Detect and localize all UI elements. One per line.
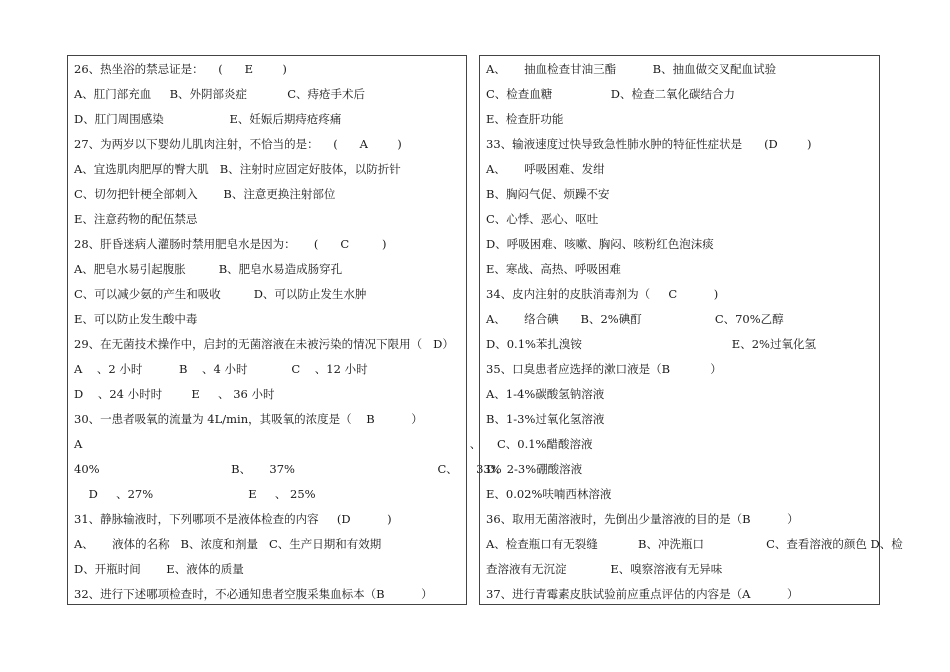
left-column-line: 31、静脉输液时，下列哪项不是液体检查的内容 (D ) xyxy=(74,512,392,526)
left-column-line: 40% B、 37% C、 33% xyxy=(74,462,502,476)
right-column-line: 35、口臭患者应选择的漱口液是（B ） xyxy=(486,362,722,376)
right-column-line: E、检查肝功能 xyxy=(486,112,564,126)
right-column-line: C、0.1%醋酸溶液 xyxy=(486,437,593,451)
right-column-line: A、 络合碘 B、2%碘酊 C、70%乙醇 xyxy=(486,312,784,326)
left-column-line: A 、 xyxy=(74,437,482,451)
right-column-line: A、 抽血检查甘油三酯 B、抽血做交叉配血试验 xyxy=(486,62,777,76)
left-column-line: D、肛门周围感染 E、妊娠后期痔疮疼痛 xyxy=(74,112,342,126)
right-column-line: 34、皮内注射的皮肤消毒剂为（ C ) xyxy=(486,287,719,301)
left-column-line: C、切勿把针梗全部刺入 B、注意更换注射部位 xyxy=(74,187,336,201)
left-column-line: A、宜选肌肉肥厚的臀大肌 B、注射时应固定好肢体，以防折针 xyxy=(74,162,401,176)
left-column-line: A、 液体的名称 B、浓度和剂量 C、生产日期和有效期 xyxy=(74,537,382,551)
left-column-line: A 、2 小时 B 、4 小时 C 、12 小时 xyxy=(74,362,368,376)
left-column-line: D、开瓶时间 E、液体的质量 xyxy=(74,562,244,576)
right-column-line: A、1-4%碳酸氢钠溶液 xyxy=(486,387,605,401)
left-column-line: E、可以防止发生酸中毒 xyxy=(74,312,198,326)
right-column-line: 33、输液速度过快导致急性肺水肿的特征性症状是 (D ) xyxy=(486,137,812,151)
left-column-line: 27、为两岁以下婴幼儿肌肉注射，不恰当的是： ( A ) xyxy=(74,137,402,151)
right-column-line: A、检查瓶口有无裂缝 B、冲洗瓶口 C、查看溶液的颜色 D、检 xyxy=(486,537,903,551)
right-column-line: C、心悸、恶心、呕吐 xyxy=(486,212,599,226)
left-column-line: 29、在无菌技术操作中，启封的无菌溶液在未被污染的情况下限用（ D） xyxy=(74,337,454,351)
right-column-line: D、2-3%硼酸溶液 xyxy=(486,462,583,476)
left-column-line: D 、27% E 、 25% xyxy=(74,487,316,501)
right-column-line: D、0.1%苯扎溴铵 E、2%过氧化氢 xyxy=(486,337,816,351)
left-column-line: D 、24 小时时 E 、 36 小时 xyxy=(74,387,275,401)
right-column-line: A、 呼吸困难、发绀 xyxy=(486,162,605,176)
left-column-line: C、可以减少氨的产生和吸收 D、可以防止发生水肿 xyxy=(74,287,367,301)
right-column-line: D、呼吸困难、咳嗽、胸闷、咳粉红色泡沫痰 xyxy=(486,237,714,251)
left-column-line: A、肛门部充血 B、外阴部炎症 C、痔疮手术后 xyxy=(74,87,366,101)
left-column-line: 30、一患者吸氧的流量为 4L/min，其吸氧的浓度是（ B ） xyxy=(74,412,423,426)
left-column-line: 28、肝昏迷病人灌肠时禁用肥皂水是因为： ( C ) xyxy=(74,237,387,251)
right-column-line: 37、进行青霉素皮肤试验前应重点评估的内容是（A ） xyxy=(486,587,799,601)
right-column xyxy=(479,55,903,605)
left-column-line: A、肥皂水易引起腹胀 B、肥皂水易造成肠穿孔 xyxy=(74,262,343,276)
right-column-line: E、寒战、高热、呼吸困难 xyxy=(486,262,621,276)
right-column-line: C、检查血糖 D、检查二氧化碳结合力 xyxy=(486,87,736,101)
left-column-line: 26、热坐浴的禁忌证是： ( E ) xyxy=(74,62,287,76)
left-column-line: E、注意药物的配伍禁忌 xyxy=(74,212,198,226)
right-column-line: 36、取用无菌溶液时，先倒出少量溶液的目的是（B ） xyxy=(486,512,799,526)
right-column-line: B、胸闷气促、烦躁不安 xyxy=(486,187,610,201)
left-column xyxy=(67,55,502,605)
right-column-line: E、0.02%呋喃西林溶液 xyxy=(486,487,612,501)
right-column-line: 查溶液有无沉淀 E、嗅察溶液有无异味 xyxy=(486,562,723,576)
left-column-line: 32、进行下述哪项检查时，不必通知患者空腹采集血标本（B ） xyxy=(74,587,433,601)
right-column-line: B、1-3%过氧化氢溶液 xyxy=(486,412,605,426)
